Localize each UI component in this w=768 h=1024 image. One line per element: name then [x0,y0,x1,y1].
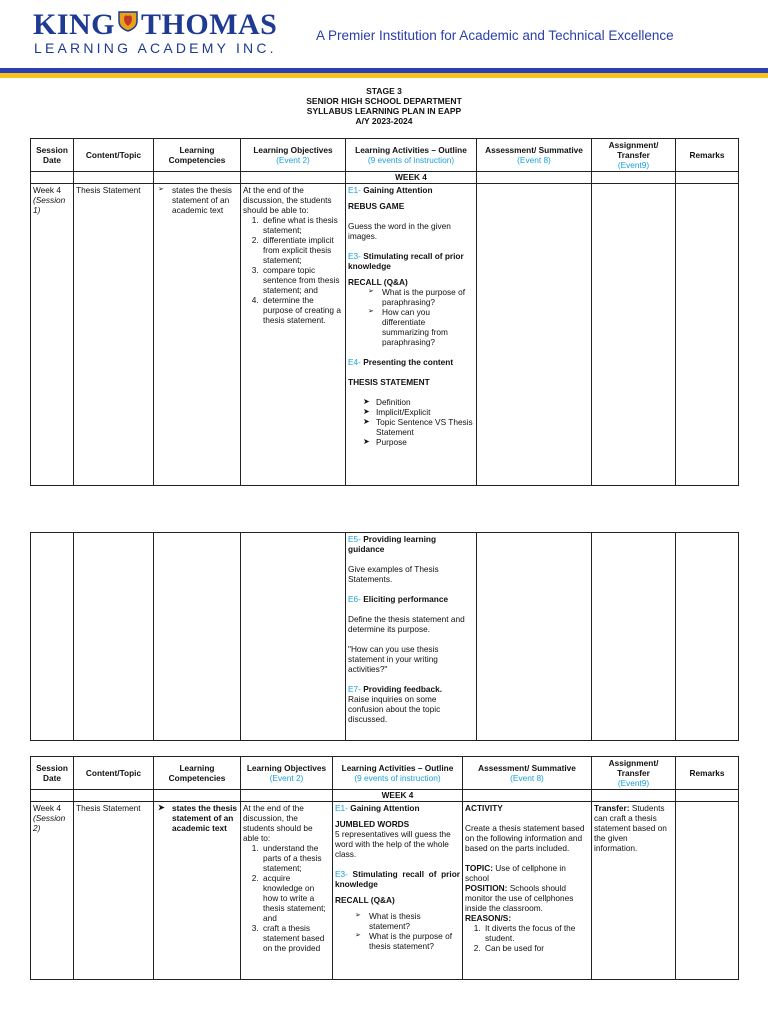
logo-word-thomas: THOMAS [141,8,278,41]
competency-text: ➤ states the thesis statement of an academic text [156,803,238,833]
session-week: Week 4 [33,803,61,813]
title-year: A/Y 2023-2024 [355,116,413,126]
event-tag: E4- [348,357,361,367]
assignment-cell [592,184,676,486]
week-label: WEEK 4 [333,790,463,802]
table-row [31,184,739,486]
remarks-cell [676,533,739,741]
col-session: Session Date [31,757,74,790]
competency-cell [154,184,241,486]
col-session: Session Date [31,139,74,172]
recall-list [348,287,474,347]
remarks-cell [676,184,739,486]
title-plan: SYLLABUS LEARNING PLAN IN EAPP [306,106,462,116]
table-row [31,802,739,980]
activity-text: 5 representatives will guess the word with the help of the whole class. [335,829,451,859]
event-tag: E3- [348,251,361,261]
content-item: ➤ Purpose [376,437,474,447]
competency-cell [154,802,241,980]
activity-title: ACTIVITY [465,803,503,813]
col-assignment-label: Assignment/ Transfer [608,758,659,778]
col-activities-label: Learning Activities – Outline [355,145,467,155]
objectives-intro: At the end of the discussion, the students should be able to: [243,185,332,215]
assignment-cell [592,533,676,741]
session-cell [31,184,74,486]
event-tag: E1- [348,185,361,195]
recall-item: ➢ What is thesis statement? [369,911,460,931]
col-objectives-label: Learning Objectives [246,763,327,773]
activity-title: RECALL (Q&A) [335,895,395,905]
objectives-cell [241,533,346,741]
session-number: (Session 2) [33,813,66,833]
objective-item: 1. define what is thesis statement; [261,215,343,235]
session-cell [31,802,74,980]
objectives-cell [241,802,333,980]
col-activities-event: (9 events of instruction) [367,155,455,165]
activity-text: Define the thesis statement and determine its purpose. [348,614,465,634]
topic-cell [74,533,154,741]
document-title [0,86,768,126]
recall-item: ➢ What is the purpose of paraphrasing? [382,287,474,307]
header-rule-yellow [0,73,768,78]
activity-quote: "How can you use thesis statement in your writing activities?" [348,644,439,674]
tagline: A Premier Institution for Academic and Technical Excellence [316,28,674,43]
col-assignment [592,757,676,790]
topic-cell: Thesis Statement [74,184,154,486]
col-content: Content/Topic [74,757,154,790]
objective-item: 2. differentiate implicit from explicit thesis statement; [261,235,343,265]
col-assignment-label: Assignment/ Transfer [608,140,659,160]
event-label: Stimulating recall of prior knowledge [335,869,460,889]
col-objectives [241,757,333,790]
position-text: Schools should monitor the use of cellphones inside the classroom. [465,883,574,913]
topic-text: Use of cellphone in school [465,863,566,883]
col-assessment [477,139,592,172]
event-tag: E1- [335,803,348,813]
assessment-cell [463,802,592,980]
content-item: ➤ Topic Sentence VS Thesis Statement [376,417,474,437]
event-label: Gaining Attention [363,185,433,195]
col-activities-event: (9 events of instruction) [354,773,441,783]
reason-item: 2. Can be used for [483,943,589,953]
event-label: Gaining Attention [350,803,420,813]
objectives-cell [241,184,346,486]
school-logo [33,8,277,42]
event-label: Providing learning guidance [348,534,437,554]
col-activities [346,139,477,172]
reasons-list [465,923,589,953]
col-activities [333,757,463,790]
topic-cell: Thesis Statement [74,802,154,980]
col-assignment [592,139,676,172]
event-tag: E7- [348,684,361,694]
activity-text: Give examples of Thesis Statements. [348,564,439,584]
remarks-cell [676,802,739,980]
activity-text: Guess the word in the given images. [348,221,451,241]
syllabus-table-session2 [30,756,739,980]
content-list [348,397,474,447]
competency-text: ➢ states the thesis statement of an academic text [156,185,238,215]
event-label: Providing feedback. [363,684,443,694]
col-assessment-event: (Event 8) [517,155,551,165]
objectives-list [243,215,343,325]
week-row [31,172,739,184]
transfer-text: Students can craft a thesis statement based on the given information. [594,803,667,853]
table-row [31,533,739,741]
title-stage: STAGE 3 [366,86,402,96]
crest-icon [118,10,138,32]
activity-title: RECALL (Q&A) [348,277,408,287]
activity-text: Create a thesis statement based on the following information and based on the parts included. [465,823,585,853]
event-tag: E3- [335,869,348,879]
objective-item: 1. understand the parts of a thesis statement; [261,843,330,873]
assignment-cell [592,802,676,980]
topic-label: TOPIC: [465,863,493,873]
col-competencies: Learning Competencies [154,757,241,790]
recall-list [335,911,460,951]
transfer-label: Transfer: [594,803,630,813]
assessment-cell [477,533,592,741]
col-objectives [241,139,346,172]
col-competencies: Learning Competencies [154,139,241,172]
activities-cell [333,802,463,980]
col-objectives-event: (Event 2) [269,773,304,783]
logo-word-king: KING [33,8,116,41]
objective-item: 3. compare topic sentence from thesis statement; and [261,265,343,295]
content-item: ➤ Implicit/Explicit [376,407,474,417]
col-assessment [463,757,592,790]
session-week: Week 4 [33,185,61,195]
col-assessment-label: Assessment/ Summative [478,763,576,773]
col-remarks: Remarks [676,757,739,790]
syllabus-table-continuation [30,532,739,741]
col-content: Content/Topic [74,139,154,172]
col-assessment-event: (Event 8) [510,773,544,783]
col-assessment-label: Assessment/ Summative [485,145,583,155]
reasons-label: REASON/S: [465,913,512,923]
activity-text: Raise inquiries on some confusion about the topic discussed. [348,694,441,724]
position-label: POSITION: [465,883,508,893]
activity-title: JUMBLED WORDS [335,819,410,829]
content-item: ➤ Definition [376,397,474,407]
syllabus-table-session1 [30,138,739,486]
recall-item: ➢ How can you differentiate summarizing from paraphrasing? [382,307,474,347]
col-activities-label: Learning Activities – Outline [341,763,454,773]
week-row [31,790,739,802]
objective-item: 3. craft a thesis statement based on the provided [261,923,330,953]
activity-title: THESIS STATEMENT [348,377,430,387]
event-label: Presenting the content [363,357,454,367]
event-label: Eliciting performance [363,594,449,604]
session-number: (Session 1) [33,195,66,215]
table-header-row [31,139,739,172]
activities-cell [346,184,477,486]
col-remarks: Remarks [676,139,739,172]
col-assignment-event: (Event9) [617,160,650,170]
objectives-list [243,843,330,953]
activities-cell [346,533,477,741]
event-label: Stimulating recall of prior knowledge [348,251,464,271]
objective-item: 4. determine the purpose of creating a thesis statement. [261,295,343,325]
event-tag: E5- [348,534,361,544]
title-department: SENIOR HIGH SCHOOL DEPARTMENT [306,96,462,106]
letterhead [0,0,768,80]
activity-title: REBUS GAME [348,201,405,211]
col-objectives-event: (Event 2) [276,155,310,165]
col-objectives-label: Learning Objectives [253,145,333,155]
event-tag: E6- [348,594,361,604]
session-cell [31,533,74,741]
table-header-row [31,757,739,790]
col-assignment-event: (Event9) [617,778,650,788]
competency-cell [154,533,241,741]
logo-subtitle: LEARNING ACADEMY INC. [34,40,277,56]
objectives-intro: At the end of the discussion, the students should be able to: [243,803,313,843]
reason-item: 1. It diverts the focus of the student. [483,923,589,943]
recall-item: ➢ What is the purpose of thesis statement? [369,931,460,951]
assessment-cell [477,184,592,486]
objective-item: 2. acquire knowledge on how to write a thesis statement; and [261,873,330,923]
week-label: WEEK 4 [346,172,477,184]
